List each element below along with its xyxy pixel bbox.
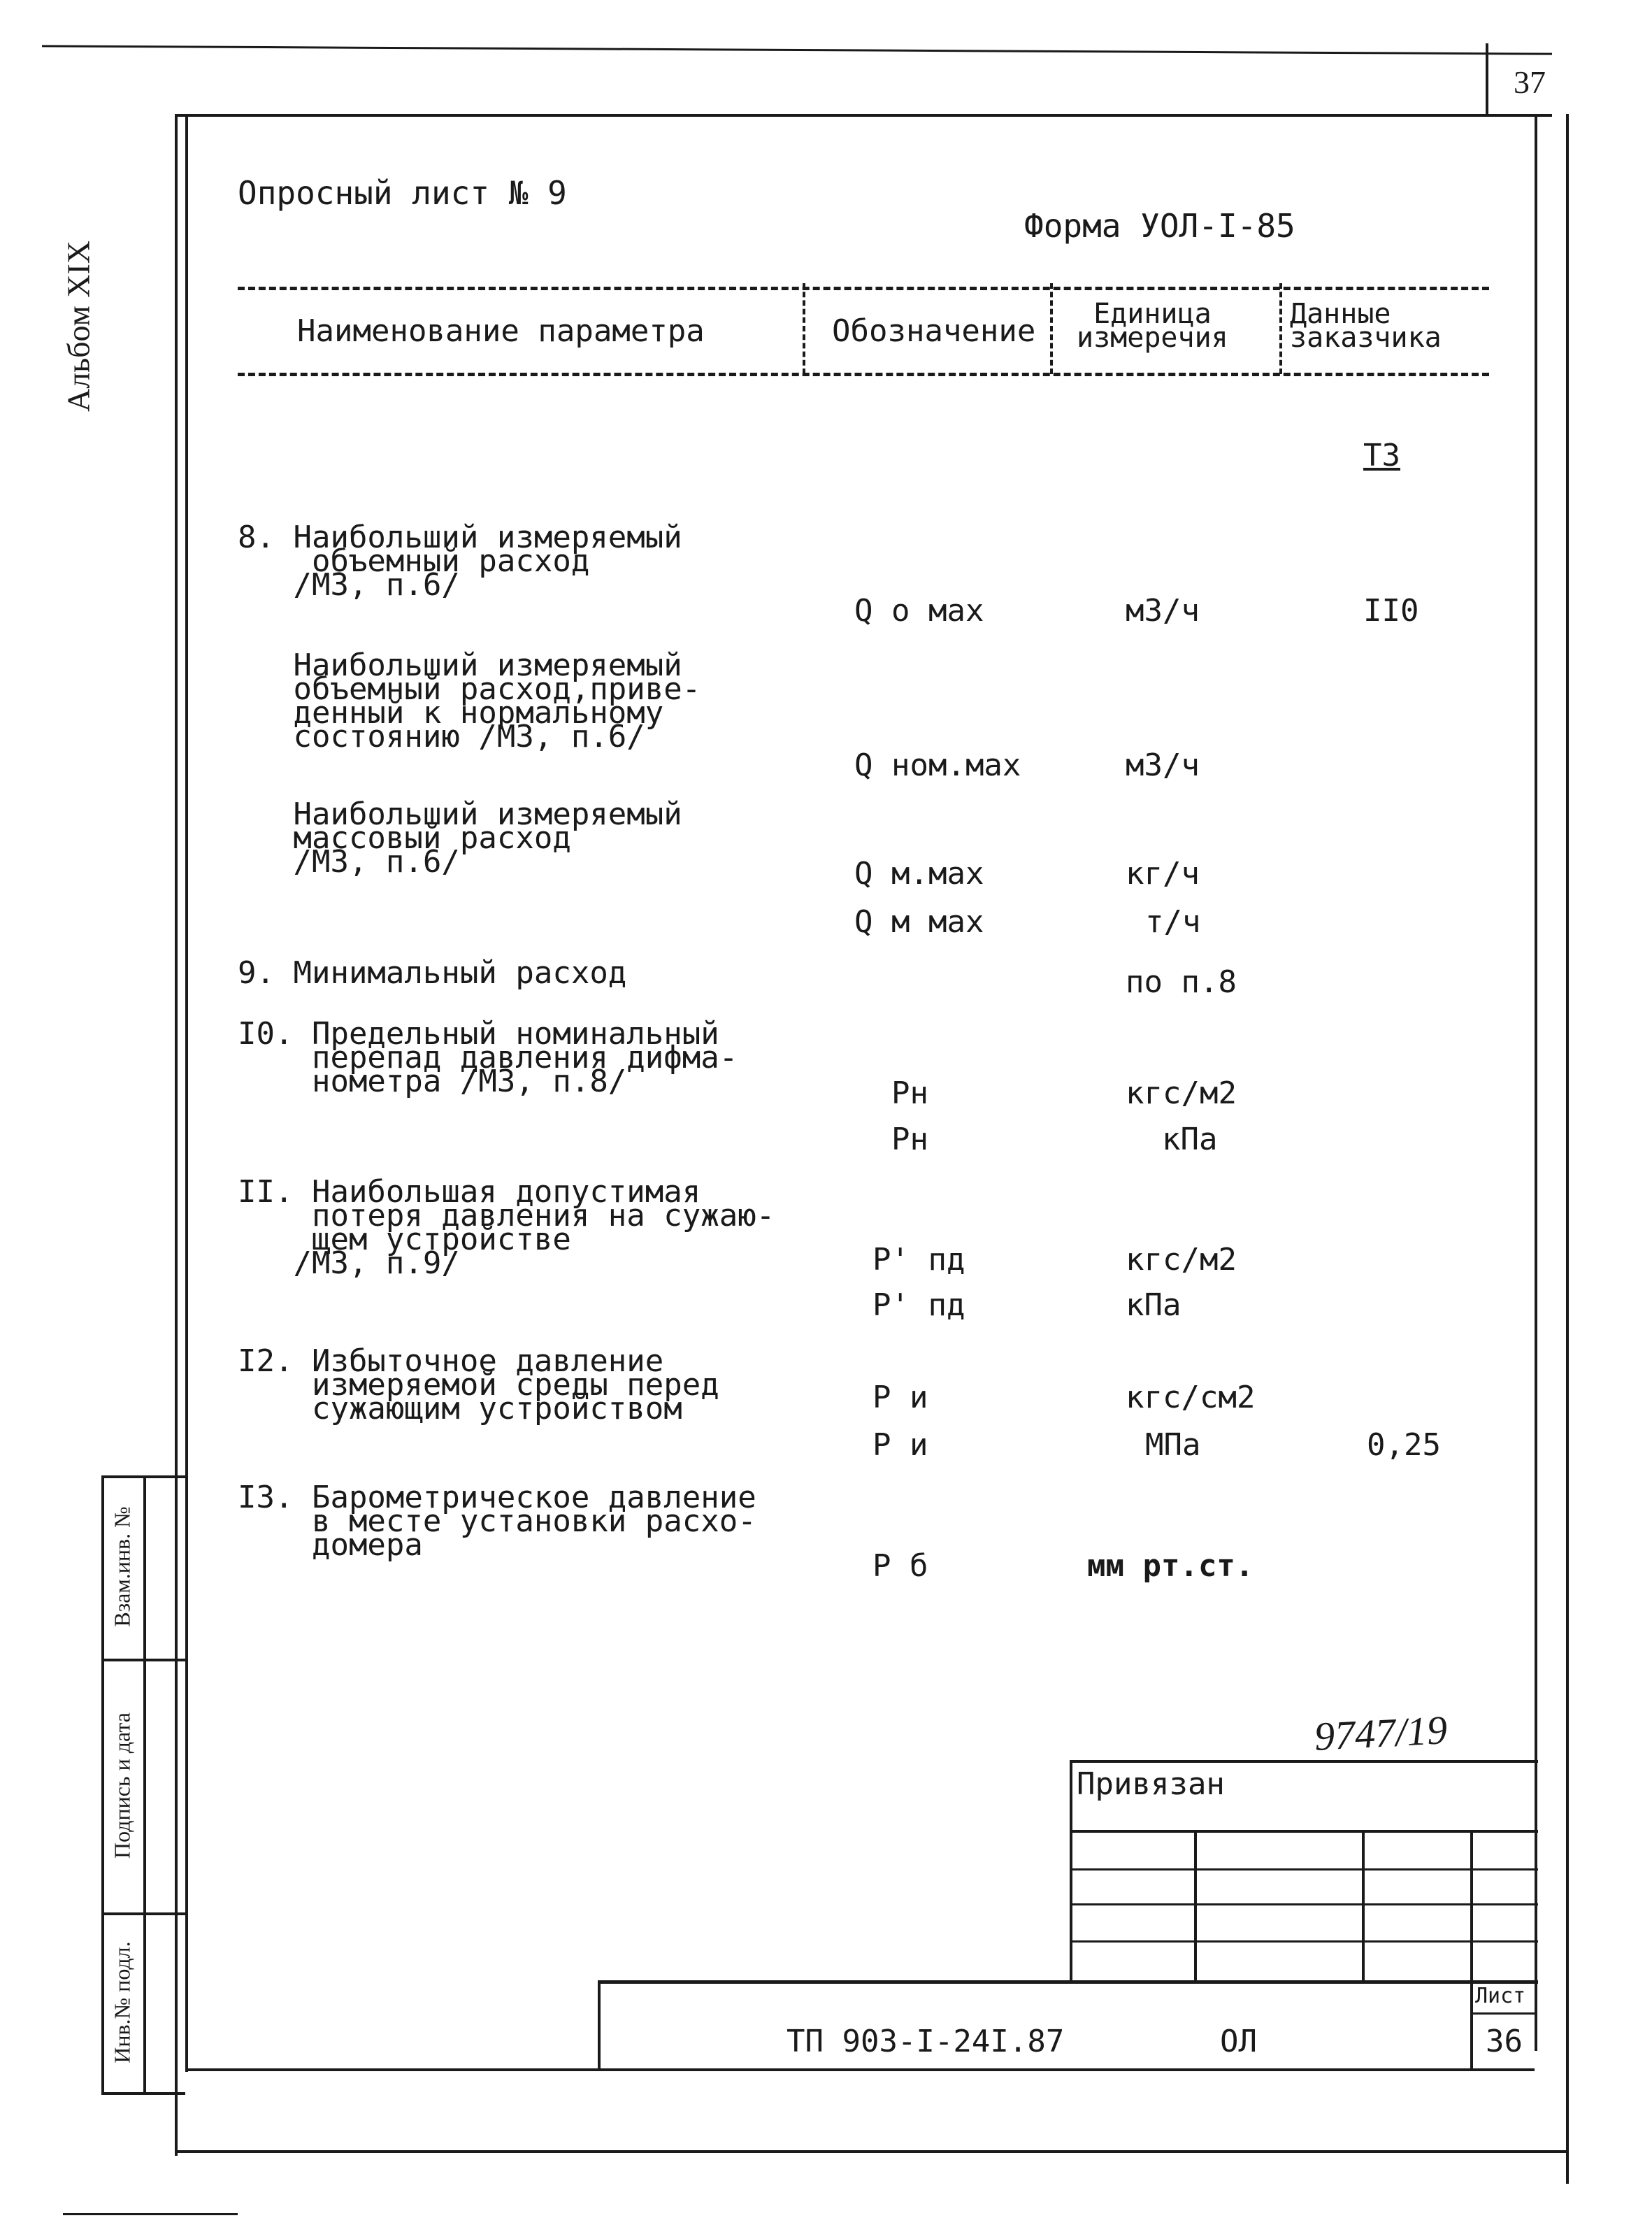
stamp-sheet-label: Лист bbox=[1475, 1984, 1526, 2008]
row-9-name: 9. Минимальный расход bbox=[238, 955, 627, 991]
col-header-unit: Единица измеречия bbox=[1077, 298, 1228, 354]
page-number: 37 bbox=[1514, 64, 1546, 100]
row-8-unit: мЗ/ч bbox=[1126, 593, 1200, 629]
row-10b-unit: кПа bbox=[1162, 1122, 1218, 1157]
row-11-name: II. Наибольшая допустимая потеря давления на сужаю- щем устройстве /МЗ, п.9/ bbox=[238, 1174, 775, 1281]
side-label-sign-date: Подпись и дата bbox=[109, 1712, 135, 1859]
row-11b-unit: кПа bbox=[1126, 1287, 1181, 1323]
stamp-grid-h3 bbox=[1070, 1903, 1538, 1905]
row-8c-name: Наибольший измеряемый массовый расход /МЗ, п.6/ bbox=[293, 796, 682, 880]
stamp-bound-left bbox=[1070, 1760, 1072, 1984]
stamp-grid-v1 bbox=[1194, 1830, 1197, 1984]
stamp-grid-h2 bbox=[1070, 1868, 1538, 1870]
form-code: Форма УОЛ-I-85 bbox=[1024, 207, 1295, 245]
outer-bottom bbox=[175, 2150, 1566, 2153]
stamp-sheet-left bbox=[1470, 1980, 1473, 2071]
outer-top bbox=[175, 114, 1552, 117]
row-13-name: I3. Барометрическое давление в месте установки расхо- домера bbox=[238, 1480, 756, 1563]
bottom-rule bbox=[63, 2213, 238, 2215]
header-bottom-rule bbox=[238, 373, 1489, 376]
row-11-designation: Р' пд bbox=[872, 1242, 965, 1278]
header-divider-2 bbox=[1050, 283, 1053, 374]
row-12-designation: Р и bbox=[872, 1380, 928, 1415]
col-header-customer: Данные заказчика bbox=[1290, 298, 1442, 354]
side-strip-mid bbox=[143, 1475, 146, 2094]
row-12b-value: 0,25 bbox=[1367, 1427, 1441, 1463]
row-12-name: I2. Избыточное давление измеряемой среды перед сужающим устройством bbox=[238, 1343, 719, 1426]
side-label-inv-orig: Инв.№ подл. bbox=[109, 1941, 135, 2063]
side-strip-bottom bbox=[101, 2092, 185, 2095]
row-12b-designation: Р и bbox=[872, 1427, 928, 1463]
row-11b-designation: Р' пд bbox=[872, 1287, 965, 1323]
page-title: Опросный лист № 9 bbox=[238, 174, 567, 212]
row-9-unit: по п.8 bbox=[1126, 964, 1237, 1000]
row-8b-unit: мЗ/ч bbox=[1126, 747, 1200, 783]
header-top-rule bbox=[238, 287, 1489, 290]
row-10b-designation: Рн bbox=[891, 1122, 928, 1157]
side-strip-div-1 bbox=[101, 1659, 185, 1661]
side-strip-div-2 bbox=[101, 1912, 185, 1915]
row-12-unit: кгс/см2 bbox=[1126, 1380, 1256, 1415]
stamp-bound-top bbox=[1070, 1760, 1538, 1763]
subcolumn-label: ТЗ bbox=[1363, 438, 1400, 473]
stamp-grid-v3 bbox=[1470, 1830, 1473, 1984]
row-8c-designation: Q м.мах bbox=[854, 856, 984, 892]
col-header-designation: Обозначение bbox=[832, 313, 1036, 349]
row-12b-unit: МПа bbox=[1145, 1427, 1201, 1463]
row-8d-unit: т/ч bbox=[1145, 904, 1201, 940]
row-8-value: II0 bbox=[1363, 593, 1419, 629]
handwritten-number: 9747/19 bbox=[1313, 1707, 1449, 1759]
row-8-designation: Q о мах bbox=[854, 593, 984, 629]
stamp-sheet-divider bbox=[1470, 2012, 1537, 2015]
side-label-replace-inv: Взам.инв. № bbox=[109, 1506, 135, 1627]
side-strip-left bbox=[101, 1475, 104, 2094]
stamp-grid-v2 bbox=[1362, 1830, 1365, 1984]
stamp-bound-label: Привязан bbox=[1077, 1766, 1225, 1802]
stamp-main-top bbox=[598, 1980, 1538, 1984]
row-8-name: 8. Наибольший измеряемый объемный расход /МЗ, п.6/ bbox=[238, 520, 682, 603]
row-13-unit: мм рт.ст. bbox=[1087, 1548, 1254, 1584]
side-strip-top bbox=[101, 1475, 185, 1478]
stamp-grid-h1 bbox=[1070, 1830, 1538, 1833]
row-11-unit: кгс/м2 bbox=[1126, 1242, 1237, 1278]
stamp-main-left bbox=[598, 1980, 601, 2071]
stamp-doc-type: ОЛ bbox=[1220, 2024, 1257, 2059]
col-header-name: Наименование параметра bbox=[297, 313, 705, 349]
row-13-designation: Р б bbox=[872, 1548, 928, 1584]
stamp-grid-h4 bbox=[1070, 1940, 1538, 1943]
row-8c-unit: кг/ч bbox=[1126, 856, 1200, 892]
stamp-doc-code: ТП 903-I-24I.87 bbox=[787, 2024, 1065, 2059]
inner-bottom bbox=[185, 2068, 1535, 2071]
outer-left bbox=[175, 114, 178, 2156]
row-8b-name: Наибольший измеряемый объемный расход,приве- денный к нормальному состоянию /МЗ, п.6/ bbox=[293, 648, 701, 754]
row-10-name: I0. Предельный номинальный перепад давления дифма- нометра /МЗ, п.8/ bbox=[238, 1016, 738, 1099]
row-8d-designation: Q м мах bbox=[854, 904, 984, 940]
row-8b-designation: Q ном.мах bbox=[854, 747, 1021, 783]
album-label: Альбом XIX bbox=[60, 240, 96, 413]
header-divider-3 bbox=[1279, 283, 1282, 374]
stamp-sheet-number: 36 bbox=[1486, 2024, 1523, 2059]
row-10-unit: кгс/м2 bbox=[1126, 1075, 1237, 1111]
inner-left bbox=[185, 114, 188, 2072]
header-divider-1 bbox=[803, 283, 805, 374]
outer-right-2 bbox=[1566, 114, 1569, 2184]
row-10-designation: Рн bbox=[891, 1075, 928, 1111]
top-rule bbox=[42, 45, 1552, 55]
